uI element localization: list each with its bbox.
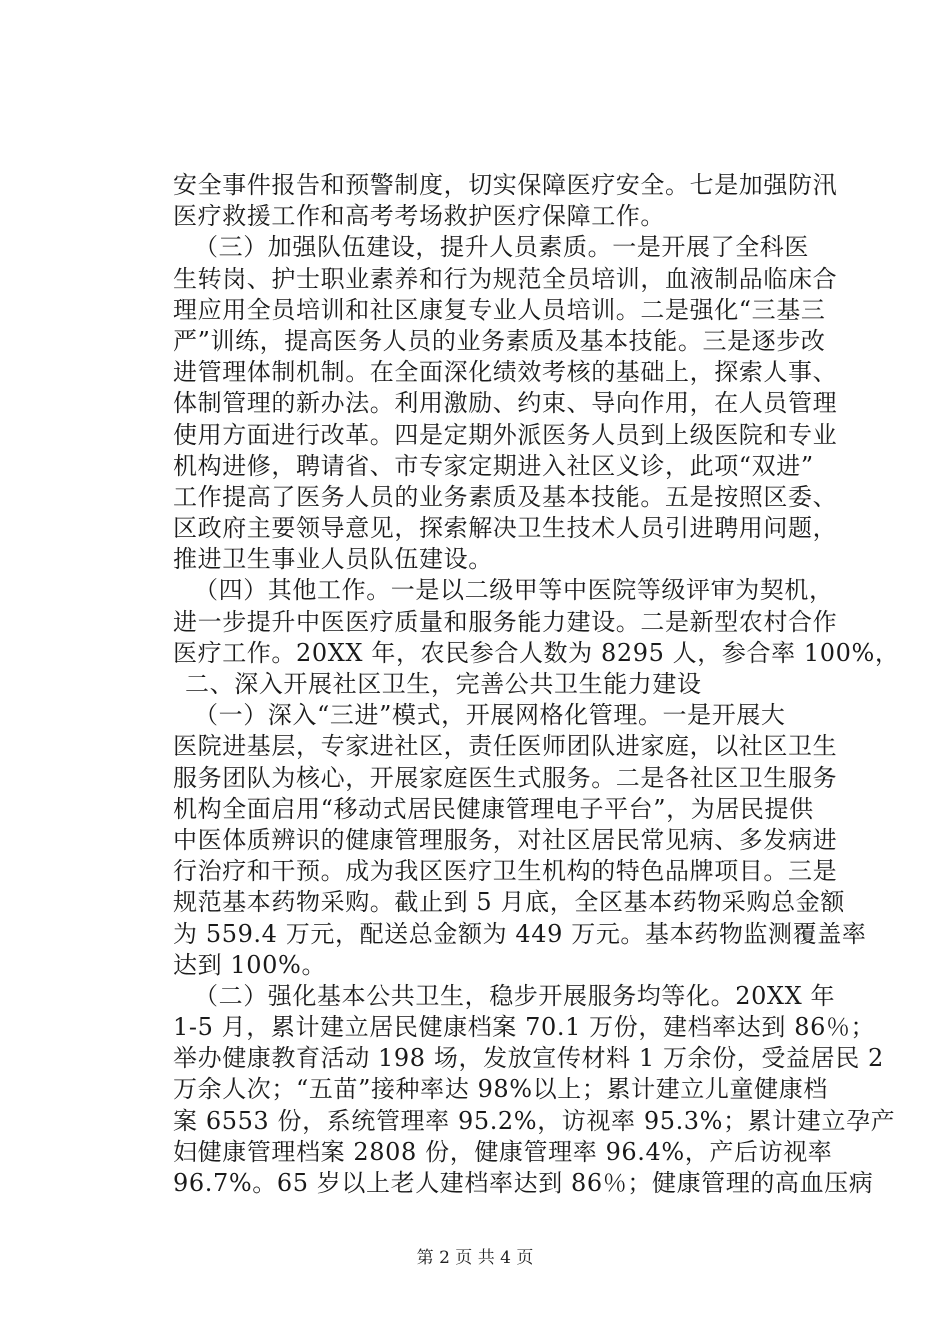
text-line: 理应用全员培训和社区康复专业人员培训。二是强化“三基三 — [173, 295, 826, 324]
text-line: 进管理体制机制。在全面深化绩效考核的基础上，探索人事、 — [173, 358, 838, 387]
text-line: 推进卫生事业人员队伍建设。 — [173, 545, 493, 574]
text-line: 使用方面进行改革。四是定期外派医务人员到上级医院和专业 — [173, 420, 838, 449]
text-line: 医院进基层，专家进社区，责任医师团队进家庭，以社区卫生 — [173, 732, 838, 761]
text-line: 严”训练，提高医务人员的业务素质及基本技能。三是逐步改 — [173, 326, 826, 355]
text-line: 案 6553 份，系统管理率 95.2%，访视率 95.3%；累计建立孕产 — [173, 1106, 896, 1135]
text-line: 安全事件报告和预警制度，切实保障医疗安全。七是加强防汛 — [173, 171, 838, 199]
text-line: 生转岗、护士职业素养和行为规范全员培训，血液制品临床合 — [173, 264, 838, 293]
text-line: 进一步提升中医医疗质量和服务能力建设。二是新型农村合作 — [173, 607, 838, 636]
text-line: 中医体质辨识的健康管理服务，对社区居民常见病、多发病进 — [173, 825, 838, 854]
section-heading-one: （一）深入“三进”模式，开展网格化管理。一是开展大 — [194, 701, 786, 730]
section-heading-three: （三）加强队伍建设，提升人员素质。一是开展了全科医 — [194, 233, 809, 262]
text-line: 医疗救援工作和高考考场救护医疗保障工作。 — [173, 202, 665, 231]
text-line: 服务团队为核心，开展家庭医生式服务。二是各社区卫生服务 — [173, 763, 838, 792]
chapter-heading-two: 二、深入开展社区卫生，完善公共卫生能力建设 — [185, 670, 702, 698]
text-line: 医疗工作。20XX 年，农民参合人数为 8295 人，参合率 100%， — [173, 638, 900, 667]
text-line: 机构进修，聘请省、市专家定期进入社区义诊，此项“双进” — [173, 451, 814, 480]
text-line: 举办健康教育活动 198 场，发放宣传材料 1 万余份，受益居民 2 — [173, 1044, 884, 1073]
text-line: 行治疗和干预。成为我区医疗卫生机构的特色品牌项目。三是 — [173, 857, 838, 886]
page-number-footer: 第 2 页 共 4 页 — [416, 1248, 534, 1268]
text-line: 达到 100%。 — [173, 950, 327, 979]
text-line: 万余人次；“五苗”接种率达 98%以上；累计建立儿童健康档 — [173, 1075, 828, 1104]
text-line: 妇健康管理档案 2808 份，健康管理率 96.4%，产后访视率 — [173, 1137, 833, 1166]
text-line: 为 559.4 万元，配送总金额为 449 万元。基本药物监测覆盖率 — [173, 919, 867, 948]
section-heading-four: （四）其他工作。一是以二级甲等中医院等级评审为契机， — [194, 576, 834, 605]
text-line: 区政府主要领导意见，探索解决卫生技术人员引进聘用问题， — [173, 514, 838, 543]
text-line: 工作提高了医务人员的业务素质及基本技能。五是按照区委、 — [173, 482, 838, 511]
text-line: 机构全面启用“移动式居民健康管理电子平台”，为居民提供 — [173, 794, 814, 823]
section-heading-two: （二）强化基本公共卫生，稳步开展服务均等化。20XX 年 — [194, 981, 836, 1010]
text-line: 1-5 月，累计建立居民健康档案 70.1 万份，建档率达到 86％； — [173, 1013, 876, 1042]
text-line: 规范基本药物采购。截止到 5 月底，全区基本药物采购总金额 — [173, 888, 845, 917]
document-body — [173, 170, 900, 1199]
text-line: 体制管理的新办法。利用激励、约束、导向作用，在人员管理 — [173, 389, 838, 418]
text-line: 96.7%。65 岁以上老人建档率达到 86％；健康管理的高血压病 — [173, 1169, 874, 1197]
